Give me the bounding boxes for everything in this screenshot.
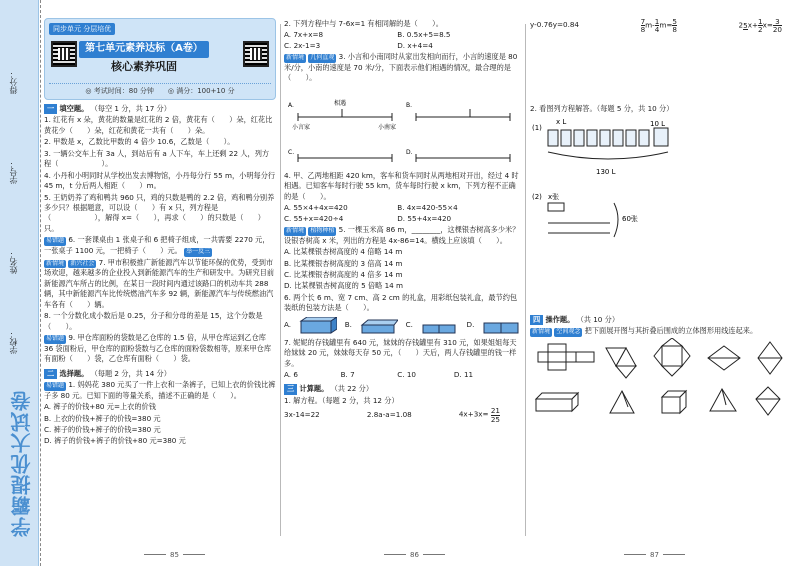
- page-number: 86: [380, 550, 449, 560]
- work-space[interactable]: [530, 253, 792, 311]
- question: 3. 一辆公交车上有 3a 人，到站后有 a 人下车，车上还剩 22 人，列方程（ ）。: [44, 148, 270, 169]
- section-heading: 一 填空题。 （每空 1 分，共 17 分）: [44, 104, 276, 114]
- equation: 3x-14=22: [284, 409, 320, 419]
- options: [284, 370, 520, 380]
- option: C. 比某棵银杏树高度的 4 倍多 14 m: [284, 269, 403, 279]
- option: A. 裤子的价钱+80 元=上衣的价钱: [44, 402, 156, 412]
- question: 易错题 6. 一套课桌由 1 张桌子和 6 把椅子组成，一共需要 2270 元，一张桌子 1100 元，一把椅子（ ）元。 举一反三: [44, 235, 270, 255]
- exam-info: ◎ 考试时间：80 分钟 ◎ 满分：100+10 分: [49, 83, 271, 96]
- column-divider: [280, 24, 281, 536]
- equation: y-0.76y=0.84: [530, 20, 580, 30]
- option: A. 7x+x=8: [284, 30, 324, 40]
- difficulty-badge: 新情境: [286, 54, 305, 62]
- question: 2. 甲数是 x，乙数比甲数的 4 倍少 10.6，乙数是（ ）。: [44, 137, 235, 147]
- page-number: 87: [620, 550, 689, 560]
- equations-row: [530, 18, 792, 33]
- difficulty-badge: 易错题: [46, 334, 65, 342]
- section-heading: 三 计算题。 （共 22 分）: [284, 384, 520, 394]
- option-c-label: C.: [405, 320, 413, 330]
- school-field: 学校：: [9, 330, 18, 354]
- equation: $\frac{7}{8}$ m- $\frac{1}{4}$ m= $\frac{5}{8}$: [640, 17, 677, 35]
- x-label: x张: [548, 193, 560, 202]
- topic-badge: 新兴社会: [70, 259, 95, 267]
- page-number: 85: [140, 550, 209, 560]
- section-heading: 二 选择题。 （每题 2 分，共 14 分）: [44, 369, 276, 379]
- question: 5. 王奶奶养了鸡和鸭共 960 只，鸡的只数是鸭的 2.2 倍，鸡和鸭分别养多少只？根据题意，可以设（ ）有 x 只，列方程是（ ），解得 x=（ ），再求（ ）的只数是（ ）只。: [44, 192, 275, 233]
- equation: 4x+3x= $\frac{21}{25}$: [458, 406, 500, 424]
- series-tag: 同步单元 分层培优: [49, 23, 115, 35]
- option: B. 比某棵银杏树高度的 3 倍高 14 m: [284, 258, 403, 268]
- difficulty-badge: 易错题: [46, 237, 65, 245]
- option: C. 10: [397, 370, 416, 379]
- option-a-label: A.: [288, 101, 294, 109]
- option-d-label: D.: [406, 149, 413, 157]
- question: 新情境 空间观念 把下面展开图与其折叠后围成的立体图形用线连起来。: [532, 326, 758, 336]
- question: 易错题 9. 甲仓库面粉的袋数是乙仓库的 1.5 倍，从甲仓库运到乙仓库 36 袋面粉后，甲仓库的面粉袋数与乙仓库的面粉袋数相等，原来甲仓库有面粉（ ）袋，乙仓库有面粉（ ）袋。: [44, 332, 272, 364]
- box-stack-icon: [299, 317, 337, 335]
- equation: 2.8a-a=1.08: [366, 409, 412, 419]
- right-label: 10 L: [650, 119, 666, 128]
- binding-line: [40, 0, 41, 566]
- box-stack-icon: [360, 317, 398, 335]
- qr-code-icon[interactable]: [243, 41, 269, 67]
- unit-label: x L: [556, 117, 567, 126]
- question: 2. 下列方程中与 7-6x=1 有相同解的是（ ）。: [284, 19, 443, 28]
- question: 2. 看图列方程解答。（每题 5 分，共 10 分）: [530, 104, 674, 114]
- box-options: [284, 317, 520, 335]
- meeting-diagrams-cd: [284, 144, 520, 166]
- unit-title: 第七单元素养达标（A卷）: [79, 41, 209, 58]
- subtitle: 核心素养巩固: [111, 60, 177, 73]
- difficulty-badge: 易错题: [46, 381, 65, 389]
- option: A. 6: [284, 370, 298, 379]
- option-a-label: A.: [284, 320, 292, 330]
- option: A. 55×4+4x=420: [284, 203, 348, 213]
- options: [284, 30, 520, 51]
- home-b-label: 小南家: [378, 123, 397, 131]
- solids-row: [530, 385, 792, 419]
- option: B. 4x=420-55×4: [397, 203, 458, 213]
- fig-label: (1): [532, 123, 542, 132]
- meeting-diagrams: [284, 85, 520, 141]
- extend-badge: 举一反三: [186, 247, 211, 255]
- work-space[interactable]: [530, 33, 792, 103]
- total-label: 130 L: [596, 167, 616, 176]
- question: 4. 甲、乙两地相距 420 km，客车和货车同时从两地相对开出，经过 4 时相遇。已知客车每时行驶 55 km，货车每时行驶 x km，下列方程不正确的是（ ）。: [284, 170, 519, 201]
- segment-diagram: [530, 189, 792, 249]
- options: [284, 203, 520, 224]
- question: 新情境 植物种植 5. 一棵玉米高 86 m，________，这棵银杏树高多少米？设银杏树高 x 米，列出的方程是 4x-86=14。横线上应该填（ ）。: [284, 224, 520, 245]
- equation: 2 5 x+ $\frac{1}{2}$ x= $\frac{3}{20}$: [738, 17, 782, 35]
- home-a-label: 小言家: [292, 123, 311, 131]
- option: D. 比某棵银杏树高度的 5 倍略 14 m: [284, 281, 404, 291]
- option: C. 裤子的价钱+裤子的价钱=380 元: [44, 424, 161, 434]
- question: 6. 两个长 6 m、宽 7 cm、高 2 cm 的礼盒，用彩纸包装礼盒，最节约包装纸的包装方法是（ ）。: [284, 292, 518, 313]
- header-banner: [44, 18, 276, 100]
- column-left: [44, 18, 276, 448]
- name-field: 姓名：: [9, 250, 18, 274]
- bucket-diagram: [530, 116, 792, 186]
- option: D. x+4=4: [397, 40, 433, 50]
- column-right: [530, 18, 792, 423]
- option: D. 裤子的价钱+裤子的价钱+80 元=380 元: [44, 436, 186, 446]
- brand-logo: 学霸提优大试卷: [10, 390, 34, 537]
- question: 7. 妮妮的存钱罐里有 640 元，妹妹的存钱罐里有 310 元，如果姐姐每天给妹妹 20 元，妹妹每天存 50 元，（ ）天后，两人存钱罐里的钱一样多。: [284, 337, 517, 368]
- column-middle: [284, 18, 520, 424]
- question: 1. 解方程。（每题 2 分，共 12 分）: [284, 395, 399, 405]
- question: 新情境 几何直观 3. 小言和小南同时从家出发相向而行，小言的速度是 80 米/分，小南的速度是 70 米/分，下面表示他们相遇的情况，最合理的是（ ）。: [284, 52, 518, 83]
- option-d-label: D.: [466, 320, 475, 330]
- option: C. 55+x=420÷4: [284, 213, 344, 223]
- option-b-label: B.: [406, 101, 413, 109]
- column-divider: [525, 24, 526, 536]
- difficulty-badge: 新情境: [532, 328, 551, 336]
- question: 1. 红花有 x 朵，黄花的数量是红花的 2 倍，黄花有（ ）朵，红花比黄花少（ ）朵，红花和黄花一共有（ ）朵。: [44, 115, 273, 135]
- meet-label: 相遇: [334, 99, 347, 107]
- binding-spine: [0, 0, 39, 566]
- option: B. 7: [340, 370, 355, 379]
- option: B. 0.5x+5=8.5: [397, 30, 451, 40]
- option: C. 2x-1=3: [284, 40, 321, 50]
- right-label: 60张: [622, 215, 638, 224]
- qr-code-icon[interactable]: [51, 41, 77, 67]
- section-heading: 四 操作题。 （共 10 分）: [530, 315, 792, 325]
- question: 易错题 1. 妈妈花 380 元买了一件上衣和一条裤子，已知上衣的价钱比裤子多 80 元。已知下面的等量关系，描述不正确的是（ ）。: [44, 379, 276, 400]
- topic-badge: 植物种植: [310, 226, 335, 234]
- option: A. 比某棵银杏树高度的 4 倍略 14 m: [284, 247, 403, 257]
- nets-row: [530, 338, 792, 382]
- question: 4. 小丹和小明同时从学校出发去博物馆，小丹每分行 55 m，小明每分行 45 m，t 分后两人相距（ ）m。: [44, 170, 276, 191]
- option: B. 上衣的价钱+裤子的价钱=380 元: [44, 413, 161, 423]
- difficulty-badge: 新情境: [46, 259, 65, 267]
- topic-badge: 几何直观: [310, 54, 335, 62]
- option-b-label: B.: [344, 320, 352, 330]
- option: D. 55+4x=420: [397, 213, 452, 223]
- fig-label: (2): [532, 193, 542, 202]
- difficulty-badge: 新情境: [286, 226, 305, 234]
- student-id-field: 学号：: [9, 160, 18, 184]
- topic-badge: 空间观念: [556, 328, 581, 336]
- question: 新情境 新兴社会 7. 甲市积极推广新能源汽车以节能环保的优势，受到市场欢迎，越来越多的企业投入到新能源汽车的生产和研发中。为研究目前新能源汽车所占的比例，在某日一段时间内通过该路口的机动车共 288 辆，其中新能源汽车比传统燃油汽车多 92 辆，新能源汽车与传统燃油汽车各有（ ）辆。: [44, 257, 275, 309]
- question: 8. 一个分数化成小数后是 0.25，分子和分母的差是 15，这个分数是（ ）。: [44, 311, 263, 331]
- box-stack-icon: [482, 317, 520, 335]
- option-c-label: C.: [288, 149, 295, 157]
- equations-row: [284, 407, 520, 422]
- score-field: 得分：: [9, 70, 18, 94]
- box-stack-icon: [421, 317, 459, 335]
- option: D. 11: [453, 370, 474, 379]
